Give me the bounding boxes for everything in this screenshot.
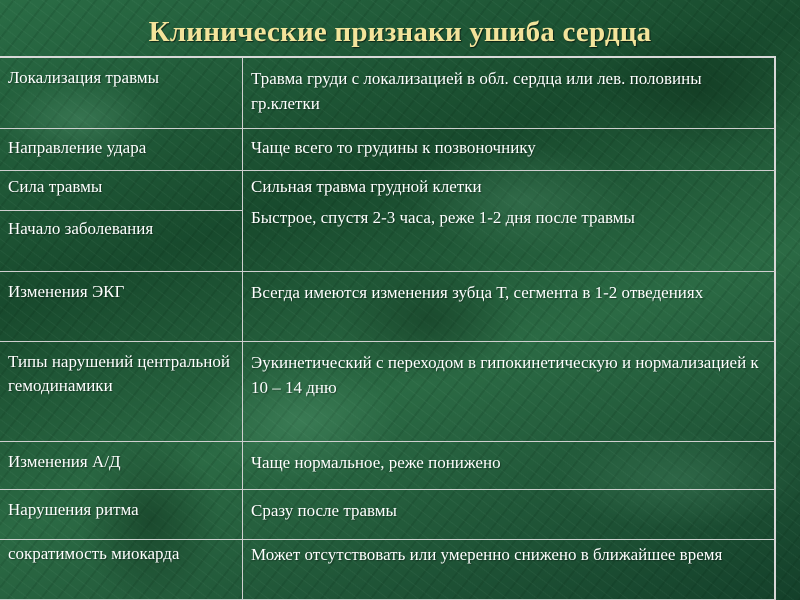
- row-value: Травма груди с локализацией в обл. сердца или лев. половины гр.клетки: [251, 69, 702, 113]
- row-border: [0, 170, 776, 272]
- row-value: Быстрое, спустя 2-3 часа, реже 1-2 дня после травмы: [251, 208, 635, 227]
- row-label: Сила травмы: [8, 177, 103, 196]
- row-value: Может отсутствовать или умеренно снижено в ближайшее время: [251, 545, 723, 564]
- slide-title: Клинические признаки ушиба сердца: [148, 16, 652, 48]
- row-value: Сильная травма грудной клетки: [251, 177, 482, 196]
- row-label: Нарушения ритма: [8, 500, 139, 519]
- row-value: Чаще нормальное, реже понижено: [251, 453, 501, 472]
- signs-table: [0, 56, 776, 600]
- table-row: [0, 490, 776, 540]
- row-label: сократимость миокарда: [8, 544, 180, 563]
- table-row: [0, 540, 776, 600]
- table-row: [0, 272, 776, 342]
- row-value: Всегда имеются изменения зубца Т, сегмента в 1-2 отведениях: [251, 283, 704, 302]
- row-value: Чаще всего то грудины к позвоночнику: [251, 138, 536, 157]
- row-label: Типы нарушений центральной гемодинамики: [8, 352, 230, 395]
- row-label: Начало заболевания: [8, 219, 154, 238]
- row-label: Направление удара: [8, 138, 147, 157]
- row-value: Эукинетический с переходом в гипокинетическую и нормализацией к 10 – 14 дню: [251, 353, 759, 397]
- table-row: [0, 442, 776, 490]
- row-label: Изменения ЭКГ: [8, 282, 125, 301]
- row-label: Изменения А/Д: [8, 452, 121, 471]
- row-label: Локализация травмы: [8, 68, 160, 87]
- table-row: [0, 58, 776, 129]
- table-row: [0, 342, 776, 442]
- table-row: [0, 129, 776, 171]
- row-value: Сразу после травмы: [251, 501, 397, 520]
